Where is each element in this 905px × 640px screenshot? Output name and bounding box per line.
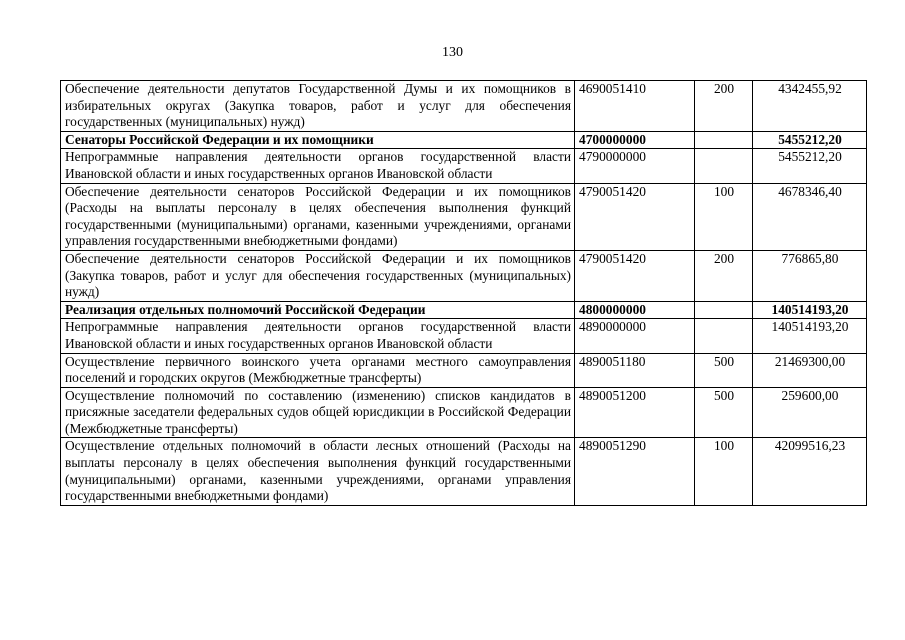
row-expense-type-cell: 100: [695, 438, 753, 505]
row-amount-cell: 4342455,92: [753, 81, 867, 132]
row-name-cell: Обеспечение деятельности сенаторов Российской Федерации и их помощников (Расходы на выплаты персоналу в целях обеспечения выполнения функций государственными (муниципальными) органами, казенными учреждениями, органами управления государственными внебюджетными фондами): [61, 183, 575, 250]
row-expense-type-cell: [695, 131, 753, 149]
row-code-cell: 4690051410: [575, 81, 695, 132]
row-expense-type-cell: [695, 149, 753, 183]
row-name-cell: Осуществление отдельных полномочий в области лесных отношений (Расходы на выплаты персоналу в целях обеспечения выполнения функций государственными (муниципальными) органами, казенными учреждениями, органами управления государственными внебюджетными фондами): [61, 438, 575, 505]
row-expense-type-cell: [695, 301, 753, 319]
row-code-cell: 4890000000: [575, 319, 695, 353]
row-name-cell: Реализация отдельных полномочий Российской Федерации: [61, 301, 575, 319]
row-name-cell: Обеспечение деятельности депутатов Государственной Думы и их помощников в избирательных округах (Закупка товаров, работ и услуг для обеспечения государственных (муниципальных) нужд): [61, 81, 575, 132]
table-row: [61, 319, 867, 353]
table-row: [61, 250, 867, 301]
row-amount-cell: 21469300,00: [753, 353, 867, 387]
page-number: 130: [442, 45, 463, 60]
row-amount-cell: 4678346,40: [753, 183, 867, 250]
row-name-cell: Непрограммные направления деятельности органов государственной власти Ивановской области и иных государственных органов Ивановской области: [61, 149, 575, 183]
row-amount-cell: 259600,00: [753, 387, 867, 438]
row-name-cell: Сенаторы Российской Федерации и их помощники: [61, 131, 575, 149]
table-row: [61, 301, 867, 319]
table-row: [61, 183, 867, 250]
row-name-cell: Осуществление полномочий по составлению (изменению) списков кандидатов в присяжные заседатели федеральных судов общей юрисдикции в Российской Федерации (Межбюджетные трансферты): [61, 387, 575, 438]
row-amount-cell: 42099516,23: [753, 438, 867, 505]
table-row: [61, 81, 867, 132]
row-code-cell: 4790051420: [575, 250, 695, 301]
row-amount-cell: 776865,80: [753, 250, 867, 301]
row-amount-cell: 140514193,20: [753, 319, 867, 353]
table-row: [61, 387, 867, 438]
row-amount-cell: 5455212,20: [753, 149, 867, 183]
row-amount-cell: 5455212,20: [753, 131, 867, 149]
row-expense-type-cell: 200: [695, 250, 753, 301]
row-code-cell: 4890051200: [575, 387, 695, 438]
table-row: [61, 131, 867, 149]
row-code-cell: 4800000000: [575, 301, 695, 319]
row-expense-type-cell: 200: [695, 81, 753, 132]
row-expense-type-cell: 100: [695, 183, 753, 250]
row-code-cell: 4790000000: [575, 149, 695, 183]
row-amount-cell: 140514193,20: [753, 301, 867, 319]
row-code-cell: 4700000000: [575, 131, 695, 149]
budget-table: [60, 80, 867, 506]
row-expense-type-cell: 500: [695, 387, 753, 438]
row-name-cell: Осуществление первичного воинского учета органами местного самоуправления поселений и городских округов (Межбюджетные трансферты): [61, 353, 575, 387]
table-row: [61, 353, 867, 387]
row-expense-type-cell: 500: [695, 353, 753, 387]
row-code-cell: 4890051180: [575, 353, 695, 387]
table-row: [61, 149, 867, 183]
budget-table-body: [61, 81, 867, 506]
row-expense-type-cell: [695, 319, 753, 353]
row-code-cell: 4790051420: [575, 183, 695, 250]
row-name-cell: Непрограммные направления деятельности органов государственной власти Ивановской области и иных государственных органов Ивановской области: [61, 319, 575, 353]
row-code-cell: 4890051290: [575, 438, 695, 505]
row-name-cell: Обеспечение деятельности сенаторов Российской Федерации и их помощников (Закупка товаров, работ и услуг для обеспечения государственных (муниципальных) нужд): [61, 250, 575, 301]
table-row: [61, 438, 867, 505]
